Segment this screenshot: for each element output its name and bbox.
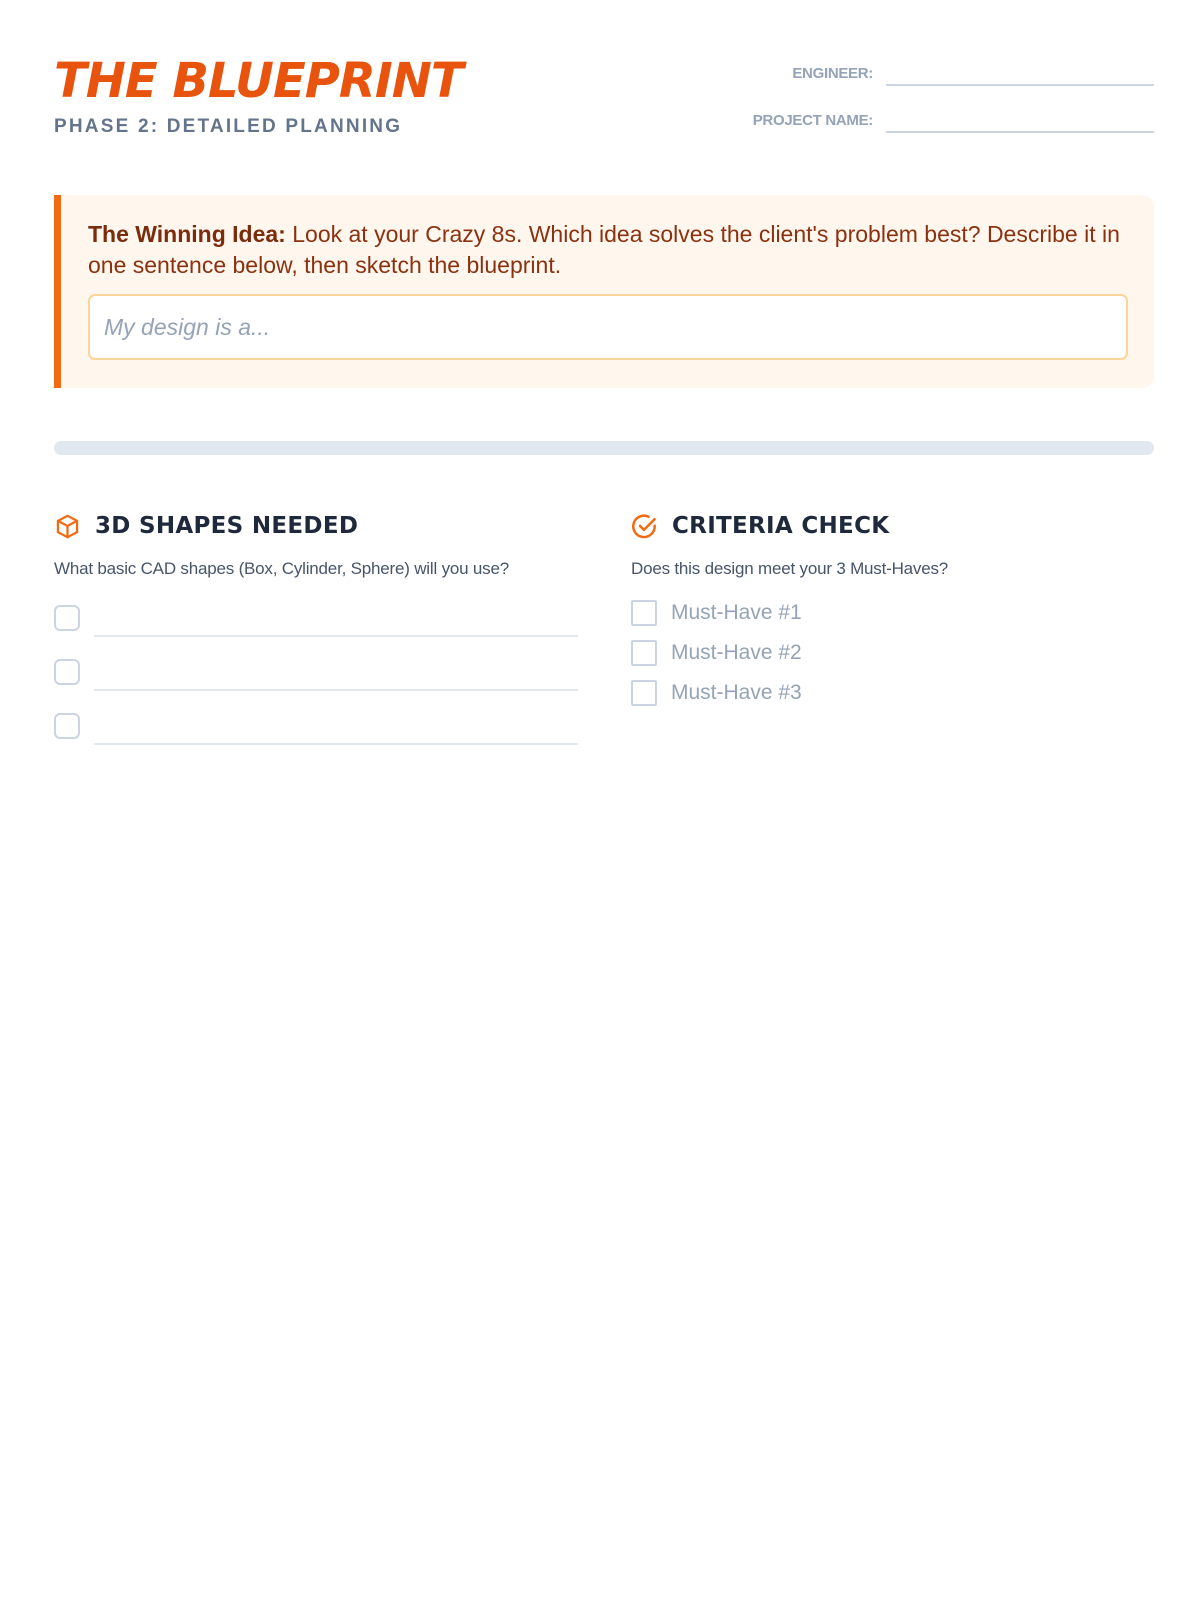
engineer-label: ENGINEER: (792, 65, 873, 82)
worksheet-page (54, 0, 1154, 1600)
criteria-checkbox[interactable] (631, 600, 657, 626)
shape-entry (54, 583, 579, 637)
criteria-section (631, 508, 1156, 713)
shapes-list (54, 583, 579, 745)
callout-text (88, 219, 1128, 281)
criteria-label: Must-Have #3 (671, 681, 802, 704)
engineer-field[interactable] (886, 58, 1154, 86)
criteria-item (631, 593, 1156, 633)
project-name-field-row (753, 105, 1154, 133)
criteria-item (631, 633, 1156, 673)
shape-checkbox[interactable] (54, 605, 80, 631)
criteria-description: Does this design meet your 3 Must-Haves? (631, 559, 949, 578)
project-name-field[interactable] (886, 105, 1154, 133)
page-title: THE BLUEPRINT (54, 53, 463, 109)
criteria-label: Must-Have #2 (671, 641, 802, 664)
criteria-checkbox[interactable] (631, 680, 657, 706)
criteria-checkbox[interactable] (631, 640, 657, 666)
criteria-list (631, 593, 1156, 713)
check-circle-icon (631, 513, 658, 540)
shapes-description: What basic CAD shapes (Box, Cylinder, Sphere) will you use? (54, 559, 509, 578)
criteria-item (631, 673, 1156, 713)
criteria-title: CRITERIA CHECK (672, 513, 890, 539)
page-subtitle: PHASE 2: DETAILED PLANNING (54, 116, 403, 137)
winning-idea-callout (54, 195, 1154, 388)
design-sentence-input[interactable] (88, 294, 1128, 360)
engineer-field-row (792, 58, 1154, 86)
shape-checkbox[interactable] (54, 659, 80, 685)
section-divider (54, 441, 1154, 455)
criteria-header (631, 508, 1156, 544)
callout-lead: The Winning Idea: (88, 221, 286, 247)
shapes-section (54, 508, 579, 745)
callout-body: Look at your Crazy 8s. Which idea solves the client's problem best? Describe it in one sentence below, then sketch the blueprint. (88, 221, 1120, 278)
shape-input-line[interactable] (94, 649, 578, 691)
shape-input-line[interactable] (94, 595, 578, 637)
shape-entry (54, 637, 579, 691)
criteria-label: Must-Have #1 (671, 601, 802, 624)
shape-input-line[interactable] (94, 703, 578, 745)
shape-checkbox[interactable] (54, 713, 80, 739)
shapes-header (54, 508, 579, 544)
shapes-title: 3D SHAPES NEEDED (95, 513, 359, 539)
shape-entry (54, 691, 579, 745)
cube-icon (54, 513, 81, 540)
project-name-label: PROJECT NAME: (752, 112, 873, 129)
